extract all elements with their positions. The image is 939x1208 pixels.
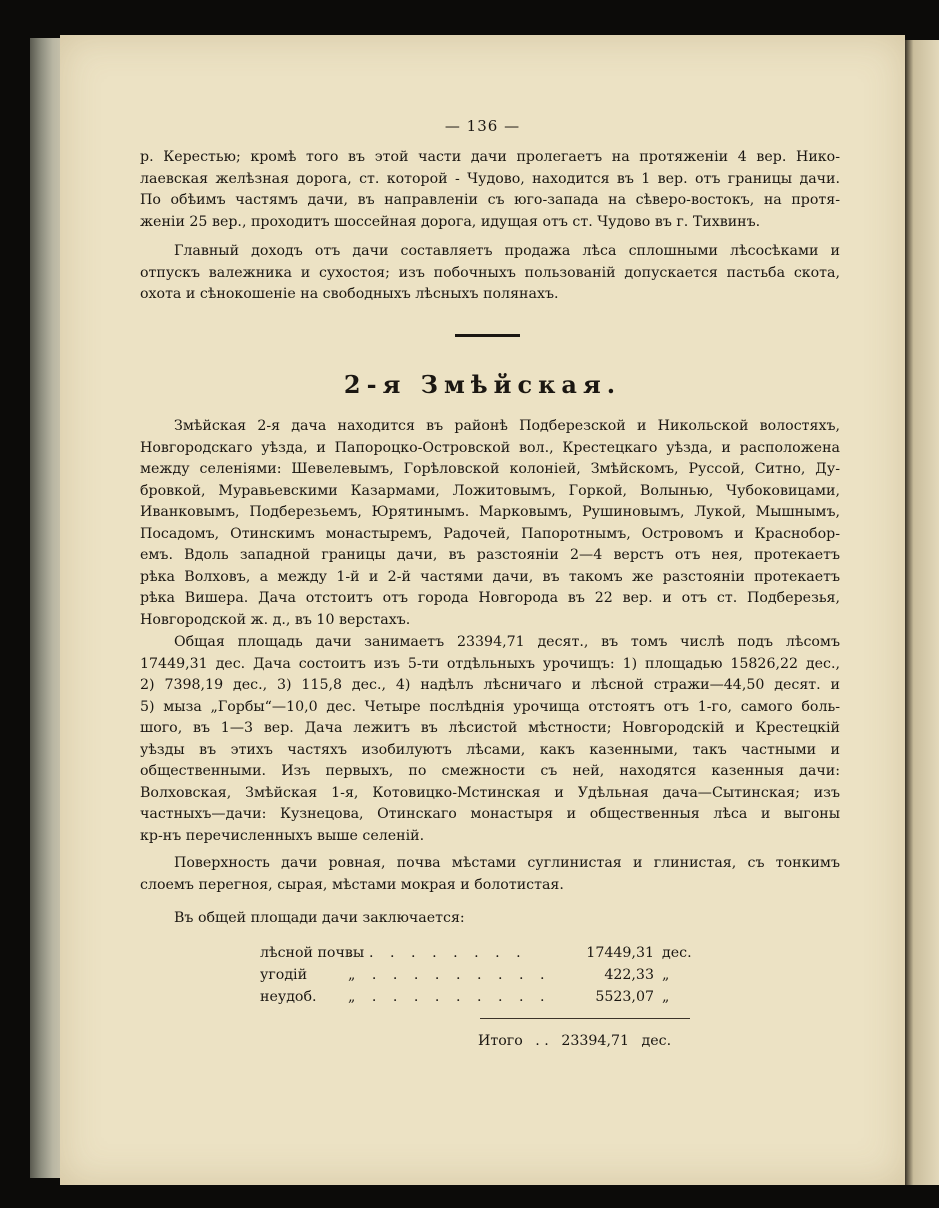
text-line: рѣка Вишера. Дача отстоитъ отъ города Новгорода въ 22 вер. и отъ ст. Подберезья, (140, 590, 840, 606)
row-unit: „ (662, 967, 670, 983)
total-value: 23394,71 (561, 1033, 630, 1049)
text-line: Новгородской ж. д., въ 10 верстахъ. (140, 611, 411, 628)
text-line: слоемъ перегноя, сырая, мѣстами мокрая и болотистая. (140, 876, 564, 893)
text-line: р. Керестью; кромѣ того въ этой части дачи пролегаетъ на протяженіи 4 вер. Нико- (140, 149, 840, 165)
text-line: охота и сѣнокошеніе на свободныхъ лѣсныхъ полянахъ. (140, 286, 559, 302)
paragraph-income (140, 241, 840, 306)
text-line: шого, въ 1—3 вер. Дача лежитъ въ лѣсистой мѣстности; Новгородскій и Крестецкій (140, 720, 840, 736)
text-line: Змѣйская 2-я дача находится въ районѣ Подберезской и Никольской волостяхъ, (174, 418, 840, 434)
total-rule (480, 1018, 690, 1019)
total-label: Итого (478, 1033, 523, 1049)
text-line: Главный доходъ отъ дачи составляетъ продажа лѣса сплошными лѣсосѣками и (174, 243, 840, 259)
paragraph-surface (140, 853, 840, 896)
row-unit: „ (662, 989, 670, 1005)
section-divider (455, 334, 520, 337)
text-line: отпускъ валежника и сухостоя; изъ побочныхъ пользованій допускается пастьба скота, (140, 264, 840, 281)
text-line: По обѣимъ частямъ дачи, въ направленіи съ юго-запада на сѣверо-востокъ, на протя- (140, 192, 840, 208)
paragraph-intro (140, 147, 840, 233)
text-line: Иванковымъ, Подберезьемъ, Юрятинымъ. Марковымъ, Рушиновымъ, Лукой, Мышнымъ, (140, 504, 840, 520)
row-label: угодій (260, 967, 308, 983)
text-line: Общая площадь дачи занимаетъ 23394,71 десят., въ томъ числѣ подъ лѣсомъ (174, 634, 840, 650)
total-dots: . . (535, 1033, 549, 1049)
page-number: — 136 — (444, 117, 521, 135)
row-label: лѣсной почвы (260, 945, 365, 961)
total-row (478, 1033, 679, 1049)
text-line: Новгородскаго уѣзда, и Папороцко-Островской вол., Крестецкаго уѣзда, и расположена (140, 439, 840, 456)
leader-dots: . . . . . . . . . (348, 945, 527, 961)
leader-dots: „ . . . . . . . . . (348, 989, 551, 1005)
row-unit: дес. (662, 945, 692, 961)
page-content (60, 35, 905, 1185)
paragraph-area (140, 632, 840, 847)
text-line: 17449,31 дес. Дача состоитъ изъ 5-ти отдѣльныхъ урочищъ: 1) площадью 15826,22 дес., (140, 655, 840, 672)
text-line: между селеніями: Шевелевымъ, Горѣловской колоніей, Змѣйскомъ, Руссой, Ситно, Ду- (140, 461, 840, 477)
text-line: кр-нъ перечисленныхъ выше селеній. (140, 827, 425, 844)
table-intro (140, 908, 840, 930)
section-title: 2-я Змѣйская. (343, 370, 622, 399)
text-line: общественными. Изъ первыхъ, по смежности съ ней, находятся казенныя дачи: (140, 763, 840, 779)
text-line: емъ. Вдоль западной границы дачи, въ разстояніи 2—4 верстъ отъ нея, протекаетъ (140, 547, 840, 563)
text-line: женіи 25 вер., проходитъ шоссейная дорога, идущая отъ ст. Чудово въ г. Тихвинъ. (140, 213, 761, 230)
paragraph-location (140, 416, 840, 631)
text-line: Поверхность дачи ровная, почва мѣстами суглинистая и глинистая, съ тонкимъ (174, 855, 840, 871)
row-value: 422,33 (604, 967, 654, 983)
row-label: неудоб. (260, 989, 317, 1005)
row-value: 17449,31 (586, 945, 654, 961)
book-page (60, 35, 905, 1185)
area-breakdown-table (260, 942, 720, 1008)
table-row (260, 942, 720, 964)
facing-page-edge (905, 40, 939, 1185)
table-row (260, 964, 720, 986)
table-row (260, 986, 720, 1008)
text-line: Волховская, Змѣйская 1-я, Котовицко-Мстинская и Удѣльная дача—Сытинская; изъ (140, 784, 840, 801)
text-line: Въ общей площади дачи заключается: (174, 910, 465, 926)
text-line: 2) 7398,19 дес., 3) 115,8 дес., 4) надѣлъ лѣсничаго и лѣсной стражи—44,50 десят. и (140, 677, 840, 693)
text-line: уѣзды въ этихъ частяхъ изобилуютъ лѣсами, какъ казенными, такъ частными и (140, 741, 840, 758)
text-line: 5) мыза „Горбы“—10,0 дес. Четыре послѣднія урочища отстоятъ отъ 1-го, самого боль- (140, 698, 840, 715)
text-line: частныхъ—дачи: Кузнецова, Отинскаго монастыря и общественныя лѣса и выгоны (140, 806, 840, 822)
text-line: лаевская желѣзная дорога, ст. которой - Чудово, находится въ 1 вер. отъ границы дачи. (140, 170, 840, 187)
text-line: рѣка Волховъ, а между 1-й и 2-й частями дачи, въ такомъ же разстояніи протекаетъ (140, 568, 840, 585)
leader-dots: „ . . . . . . . . . (348, 967, 551, 983)
total-unit: дес. (641, 1033, 672, 1049)
text-line: Посадомъ, Отинскимъ монастыремъ, Радочей, Папоротнымъ, Островомъ и Краснобор- (140, 525, 840, 542)
row-value: 5523,07 (595, 989, 654, 1005)
text-line: бровкой, Муравьевскими Казармами, Ложитовымъ, Горкой, Волынью, Чубоковицами, (140, 482, 840, 499)
